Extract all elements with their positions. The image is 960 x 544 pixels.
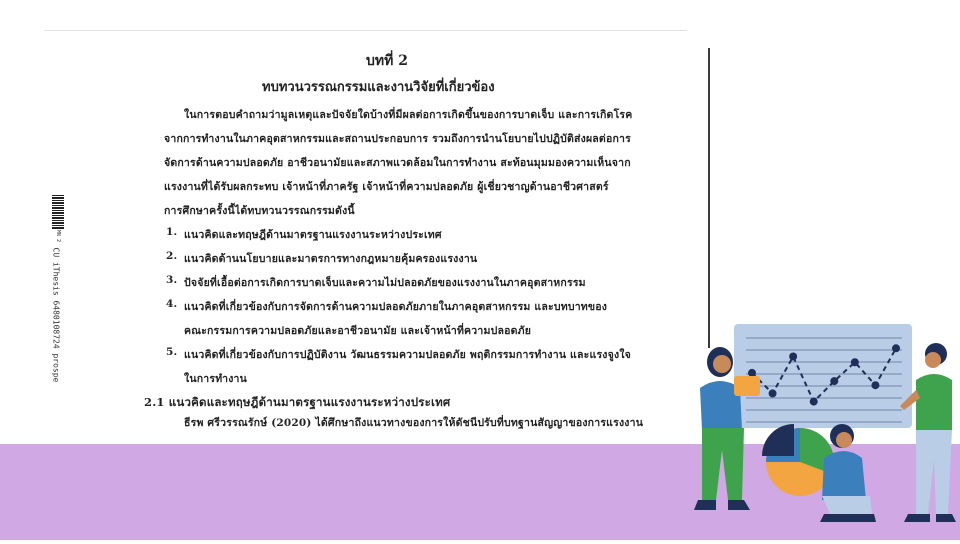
chapter-number: บทที่ 2 [366,53,408,69]
thesis-sidebar [50,195,66,395]
sidebar-code: MN 2 [55,230,61,243]
section-heading: 2.1 แนวคิดและทฤษฎีด้านมาตรฐานแรงงานระหว่างประเทศ [144,395,451,409]
paragraph-line-2: จากการทำงานในภาคอุตสาหกรรมและสถานประกอบการ รวมถึงการนำนโยบายไปปฏิบัติส่งผลต่อการ [164,133,631,145]
paragraph-line-5: การศึกษาครั้งนี้ได้ทบทวนวรรณกรรมดังนี้ [164,205,355,217]
list-number-5: 5. [166,346,178,358]
list-item-1: แนวคิดและทฤษฎีด้านมาตรฐานแรงงานระหว่างประเทศ [184,229,442,241]
barcode-icon [52,195,64,229]
board-point [851,358,859,366]
paragraph-line-3: จัดการด้านความปลอดภัย อาชีวอนามัยและสภาพแวดล้อมในการทำงาน สะท้อนมุมมองความเห็นจาก [164,157,631,169]
list-item-2: แนวคิดด้านนโยบายและมาตรการทางกฎหมายคุ้มครองแรงงาน [184,253,478,265]
chapter-title: ทบทวนวรรณกรรมและงานวิจัยที่เกี่ยวข้อง [262,80,495,95]
chart-board [734,324,912,428]
list-item-3: ปัจจัยที่เอื้อต่อการเกิดการบาดเจ็บและความไม่ปลอดภัยของแรงงานในภาคอุตสาหกรรม [184,277,586,289]
list-item-5-line-2: ในการทำงาน [184,373,248,385]
board-point [830,377,838,385]
illustration-svg [690,310,960,540]
paragraph-line-1: ในการตอบคำถามว่ามูลเหตุและปัจจัยใดบ้างที่มีผลต่อการเกิดขึ้นของการบาดเจ็บ และการเกิดโรค [184,109,633,121]
paragraph-line-4: แรงงานที่ได้รับผลกระทบ เจ้าหน้าที่ภาครัฐ เจ้าหน้าที่ความปลอดภัย ผู้เชี่ยวชาญด้านอาชีวศาสตร์ [164,181,609,193]
document-page [44,32,710,429]
board-point [748,369,756,377]
top-divider [44,30,687,31]
cut-off-line: ธีรพ ศรีวรรณรักษ์ (2020) ได้ศึกษาถึงแนวทางของการให้ดัชนีปรับที่บทฐานสัญญาของการแรงงาน [184,417,644,429]
list-item-4-line-2: คณะกรรมการความปลอดภัยและอาชีวอนามัย และเจ้าหน้าที่ความปลอดภัย [184,325,532,337]
list-number-1: 1. [166,226,178,238]
board-point [810,398,818,406]
sidebar-label: CU iThesis 6480108724 prospe [51,247,61,383]
list-number-2: 2. [166,250,178,262]
list-item-5-line-1: แนวคิดที่เกี่ยวข้องกับการปฏิบัติงาน วัฒนธรรมความปลอดภัย พฤติกรรมการทำงาน และแรงจูงใจ [184,349,631,361]
board-point [789,353,797,361]
page-edge-line [708,48,710,348]
board-point [871,381,879,389]
list-number-3: 3. [166,274,178,286]
board-point [892,344,900,352]
list-number-4: 4. [166,298,178,310]
person-seated-icon [820,424,876,522]
list-item-4-line-1: แนวคิดที่เกี่ยวข้องกับการจัดการด้านความปลอดภัยภายในภาคอุตสาหกรรม และบทบาทของ [184,301,608,313]
board-point [769,389,777,397]
team-chart-illustration [690,310,960,540]
